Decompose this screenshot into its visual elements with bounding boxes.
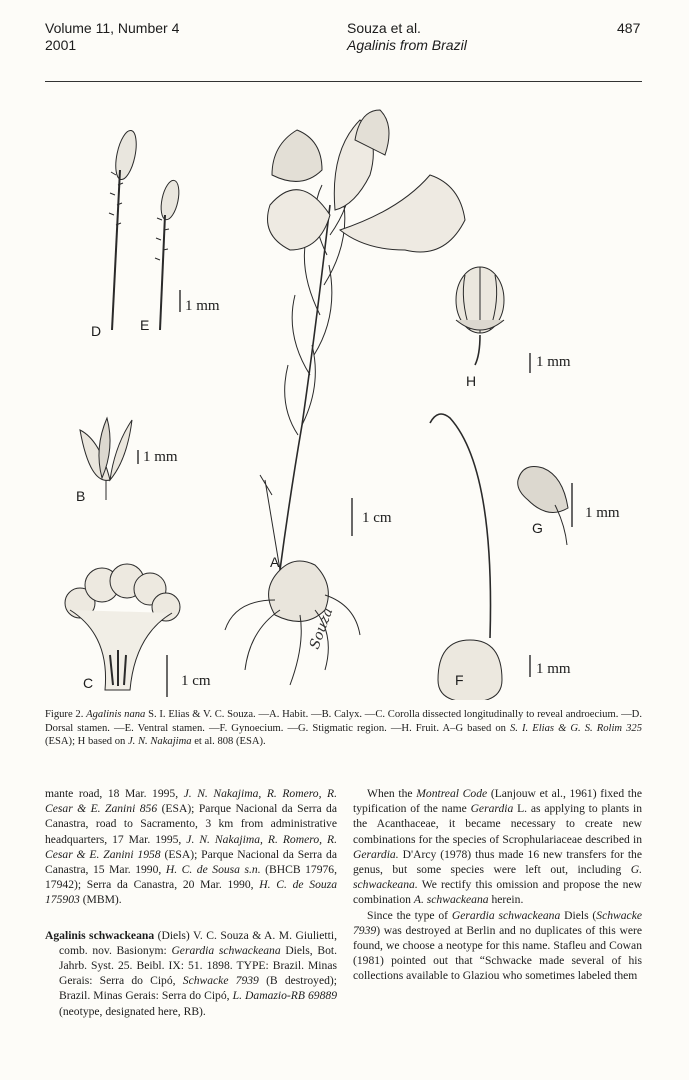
panel-label-a: A (270, 554, 280, 570)
short-title: Agalinis from Brazil (347, 37, 467, 53)
year: 2001 (45, 37, 77, 53)
left-column (45, 786, 337, 1019)
scale-label-c: 1 cm (181, 673, 211, 689)
paragraph-montreal-code: When the Montreal Code (Lanjouw et al., 1961) fixed the typification of the name Gerardia L. as applying to plants in the Acanthaceae, it became necessary to create new combinations for the species of Scrophulariaceae described in Gerardia. D'Arcy (1978) thus made 16 new transfers for the genus, but some species were left out, including G. schwackeana. We rectify this omission and propose the new combination A. schwackeana herein. (353, 787, 643, 907)
panel-label-h: H (466, 373, 477, 389)
scale-label-h: 1 mm (536, 354, 571, 370)
taxon-name: Agalinis schwackeana (45, 928, 155, 942)
right-column (353, 786, 642, 984)
panel-label-b: B (76, 488, 86, 504)
fruit-drawing (456, 267, 504, 365)
scale-label-a: 1 cm (362, 510, 392, 526)
caption-tail: et al. 808 (ESA). (194, 736, 266, 747)
volume-number: Volume 11, Number 4 (45, 20, 180, 36)
gynoecium-drawing (430, 414, 502, 700)
panel-label-d: D (91, 323, 102, 339)
corolla-drawing (65, 564, 180, 690)
panel-label-c: C (83, 675, 94, 691)
habit-drawing (225, 110, 465, 685)
figure-caption (45, 708, 642, 749)
panel-label-f: F (455, 672, 464, 688)
artist-signature: Souza (306, 605, 337, 652)
caption-species: Agalinis nana (86, 709, 146, 720)
authors: Souza et al. (347, 20, 421, 36)
caption-voucher-1: S. I. Elias & G. S. Rolim 325 (510, 722, 642, 734)
caption-voucher-2: J. N. Nakajima (127, 736, 192, 747)
taxon-entry: Agalinis schwackeana (Diels) V. C. Souza & A. M. Giulietti, comb. nov. Basionym: Gerardia schwackeana Diels, Bot. Jahrb. Syst. 25. Beibl. IX: 51. 1898. TYPE: Brazil. Minas Gerais: Serra do Cipó, Schwacke 7939 (B destroyed); Brazil. Minas Gerais: Serra do Cipó, L. Damazio-RB 69889 (neotype, designated here, RB). (45, 928, 338, 1018)
scale-label-b: 1 mm (143, 449, 178, 465)
dorsal-stamen-drawing (109, 129, 140, 330)
running-header-center (347, 20, 467, 54)
scale-label-de: 1 mm (185, 298, 220, 314)
running-header-left (45, 20, 179, 54)
panel-label-e: E (140, 317, 150, 333)
caption-text: S. I. Elias & V. C. Souza. —A. Habit. —B. Calyx. —C. Corolla dissected longitudinally to reveal androecium. —D. Dorsal stamen. —E. Ventral stamen. —F. Gynoecium. —G. Stigmatic region. —H. Fruit. A–G based on (45, 709, 642, 734)
panel-label-g: G (532, 520, 543, 536)
botanical-illustration (40, 95, 650, 700)
scale-label-g: 1 mm (585, 505, 620, 521)
calyx-drawing (80, 418, 132, 500)
specimen-citations: mante road, 18 Mar. 1995, J. N. Nakajima, R. Romero, R. Cesar & E. Zanini 856 (ESA); Parque Nacional da Serra da Canastra, road to Sacramento, 3 km from administrative headquarters, 17 Mar. 1995, J. N. Nakajima, R. Romero, R. Cesar & E. Zanini 1958 (ESA); Parque Nacional da Serra da Canastra, 15 Mar. 1990, H. C. de Sousa s.n. (BHCB 17976, 17942); Serra da Canastra, 20 Mar. 1990, H. C. de Souza 175903 (MBM). (45, 787, 338, 907)
caption-mid: (ESA); H based on (45, 736, 126, 747)
caption-label: Figure 2. (45, 709, 84, 720)
scale-label-f: 1 mm (536, 661, 571, 677)
header-rule (45, 81, 642, 82)
ventral-stamen-drawing (155, 179, 182, 330)
page-number: 487 (617, 20, 641, 36)
paragraph-neotype: Since the type of Gerardia schwackeana Diels (Schwacke 7939) was destroyed at Berlin and no duplicates of this were found, we choose a neotype for this name. Stafleu and Cowan (1981) pointed out that “Schwacke made several of his collections available to Glaziou who sometimes labeled them (353, 908, 642, 983)
figure-2 (40, 95, 650, 700)
